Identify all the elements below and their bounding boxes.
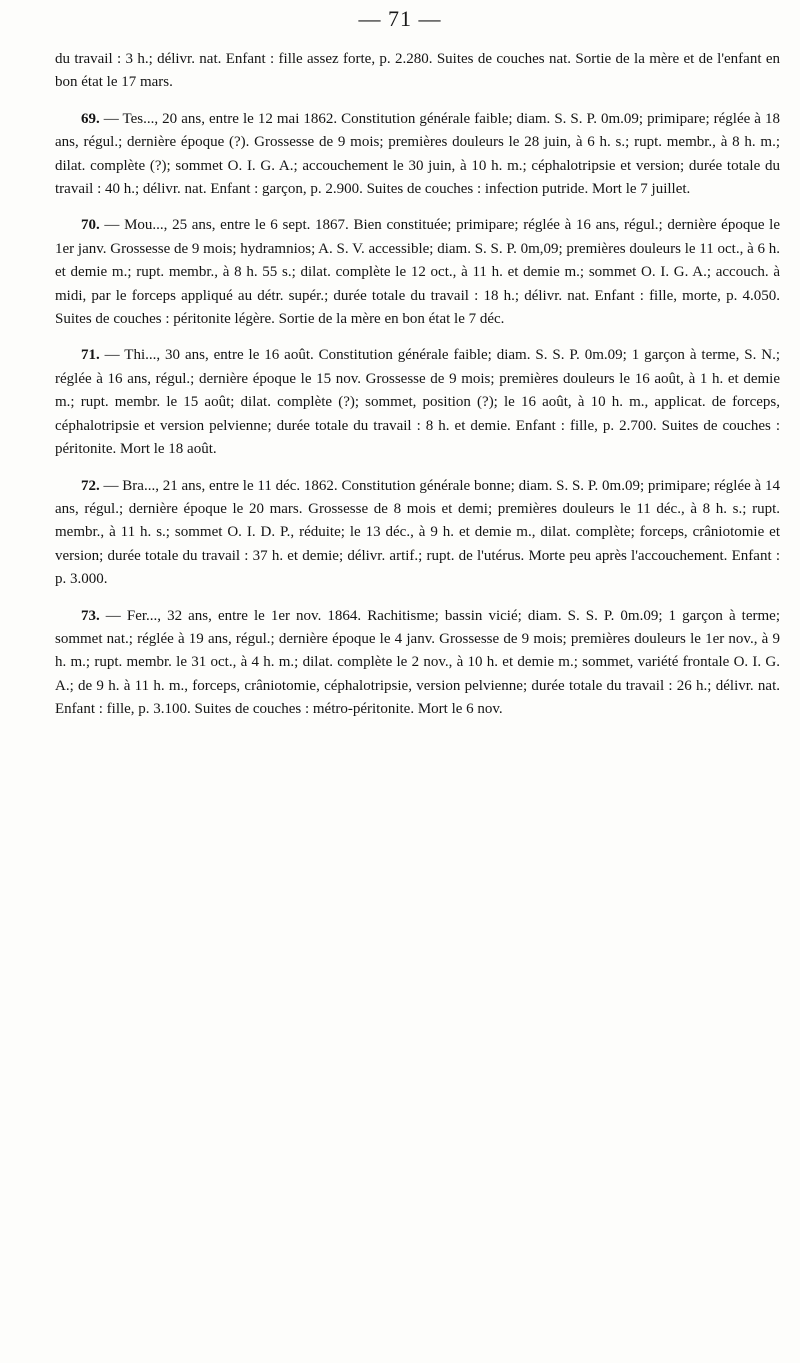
case-text: — Tes..., 20 ans, entre le 12 mai 1862. Constitution générale faible; diam. S. S. P. 0m.09; primipare; réglée à 18 ans, régul.; dernière époque (?). Grossesse de 9 mois; premières douleurs le 28 juin, à 6 h. s.; rupt. membr., à 8 h. m.; dilat. complète (?); sommet O. I. G. A.; accouchement le 30 juin, à 10 h. m.; céphalotripsie et version; durée totale du travail : 40 h.; délivr. nat. Enfant : garçon, p. 2.900. Suites de couches : infection putride. Mort le 7 juillet. (55, 110, 780, 198)
case-70-paragraph (55, 214, 780, 331)
case-number: 71. (81, 347, 100, 364)
document-body (55, 48, 780, 722)
case-73-paragraph (55, 605, 780, 722)
continuation-paragraph: du travail : 3 h.; délivr. nat. Enfant : fille assez forte, p. 2.280. Suites de couches nat. Sortie de la mère et de l'enfant en bon état le 17 mars. (55, 51, 780, 91)
case-text: — Fer..., 32 ans, entre le 1er nov. 1864. Rachitisme; bassin vicié; diam. S. S. P. 0m.09; 1 garçon à terme; sommet nat.; réglée à 19 ans, régul.; dernière époque le 4 janv. Grossesse de 9 mois; premières douleurs le 1er nov., à 9 h. m.; rupt. membr. le 31 oct., à 4 h. m.; dilat. complète le 2 nov., à 10 h. et demie m.; sommet, variété frontale O. I. G. A.; de 9 h. à 11 h. m., forceps, crâniotomie, céphalotripsie, version pelvienne; durée totale du travail : 26 h.; délivr. nat. Enfant : fille, p. 3.100. Suites de couches : métro-péritonite. Mort le 6 nov. (55, 607, 780, 718)
case-number: 69. (81, 110, 100, 127)
case-number: 70. (81, 217, 100, 234)
case-number: 73. (81, 607, 100, 624)
case-text: — Bra..., 21 ans, entre le 11 déc. 1862. Constitution générale bonne; diam. S. S. P. 0m.09; primipare; réglée à 14 ans, régul.; dernière époque le 20 mars. Grossesse de 8 mois et demi; premières douleurs le 11 déc., à 8 h. s.; rupt. membr., à 11 h. s.; sommet O. I. D. P., réduite; le 13 déc., à 9 h. et demie m., dilat. complète; forceps, crâniotomie et version; durée totale du travail : 37 h. et demie; délivr. artif.; rupt. de l'utérus. Morte peu après l'accouchement. Enfant : p. 3.000. (55, 477, 780, 588)
case-69-paragraph (55, 108, 780, 202)
case-number: 72. (81, 477, 100, 494)
page-number: — 71 — (358, 6, 442, 31)
case-text: — Mou..., 25 ans, entre le 6 sept. 1867. Bien constituée; primipare; réglée à 16 ans, régul.; dernière époque le 1er janv. Grossesse de 9 mois; hydramnios; A. S. V. accessible; diam. S. S. P. 0m,09; premières douleurs le 11 oct., à 6 h. et demie m.; rupt. membr., à 8 h. 55 s.; dilat. complète le 12 oct., à 11 h. et demie m.; sommet O. I. G. A.; accouch. à midi, par le forceps appliqué au détr. supér.; durée totale du travail : 18 h.; délivr. nat. Enfant : fille, morte, p. 4.050. Suites de couches : péritonite légère. Sortie de la mère en bon état le 7 déc. (55, 217, 780, 328)
case-71-paragraph (55, 344, 780, 461)
case-text: — Thi..., 30 ans, entre le 16 août. Constitution générale faible; diam. S. S. P. 0m.09; 1 garçon à terme, S. N.; réglée à 16 ans, régul.; dernière époque le 15 nov. Grossesse de 9 mois; premières douleurs le 16 août, à 1 h. et demie m.; rupt. membr. le 15 août; dilat. complète (?); sommet, position (?); le 16 août, à 10 h. m., applicat. de forceps, céphalotripsie et version pelvienne; durée totale du travail : 8 h. et demie. Enfant : fille, p. 2.700. Suites de couches : péritonite. Mort le 18 août. (55, 347, 780, 458)
case-72-paragraph (55, 475, 780, 592)
